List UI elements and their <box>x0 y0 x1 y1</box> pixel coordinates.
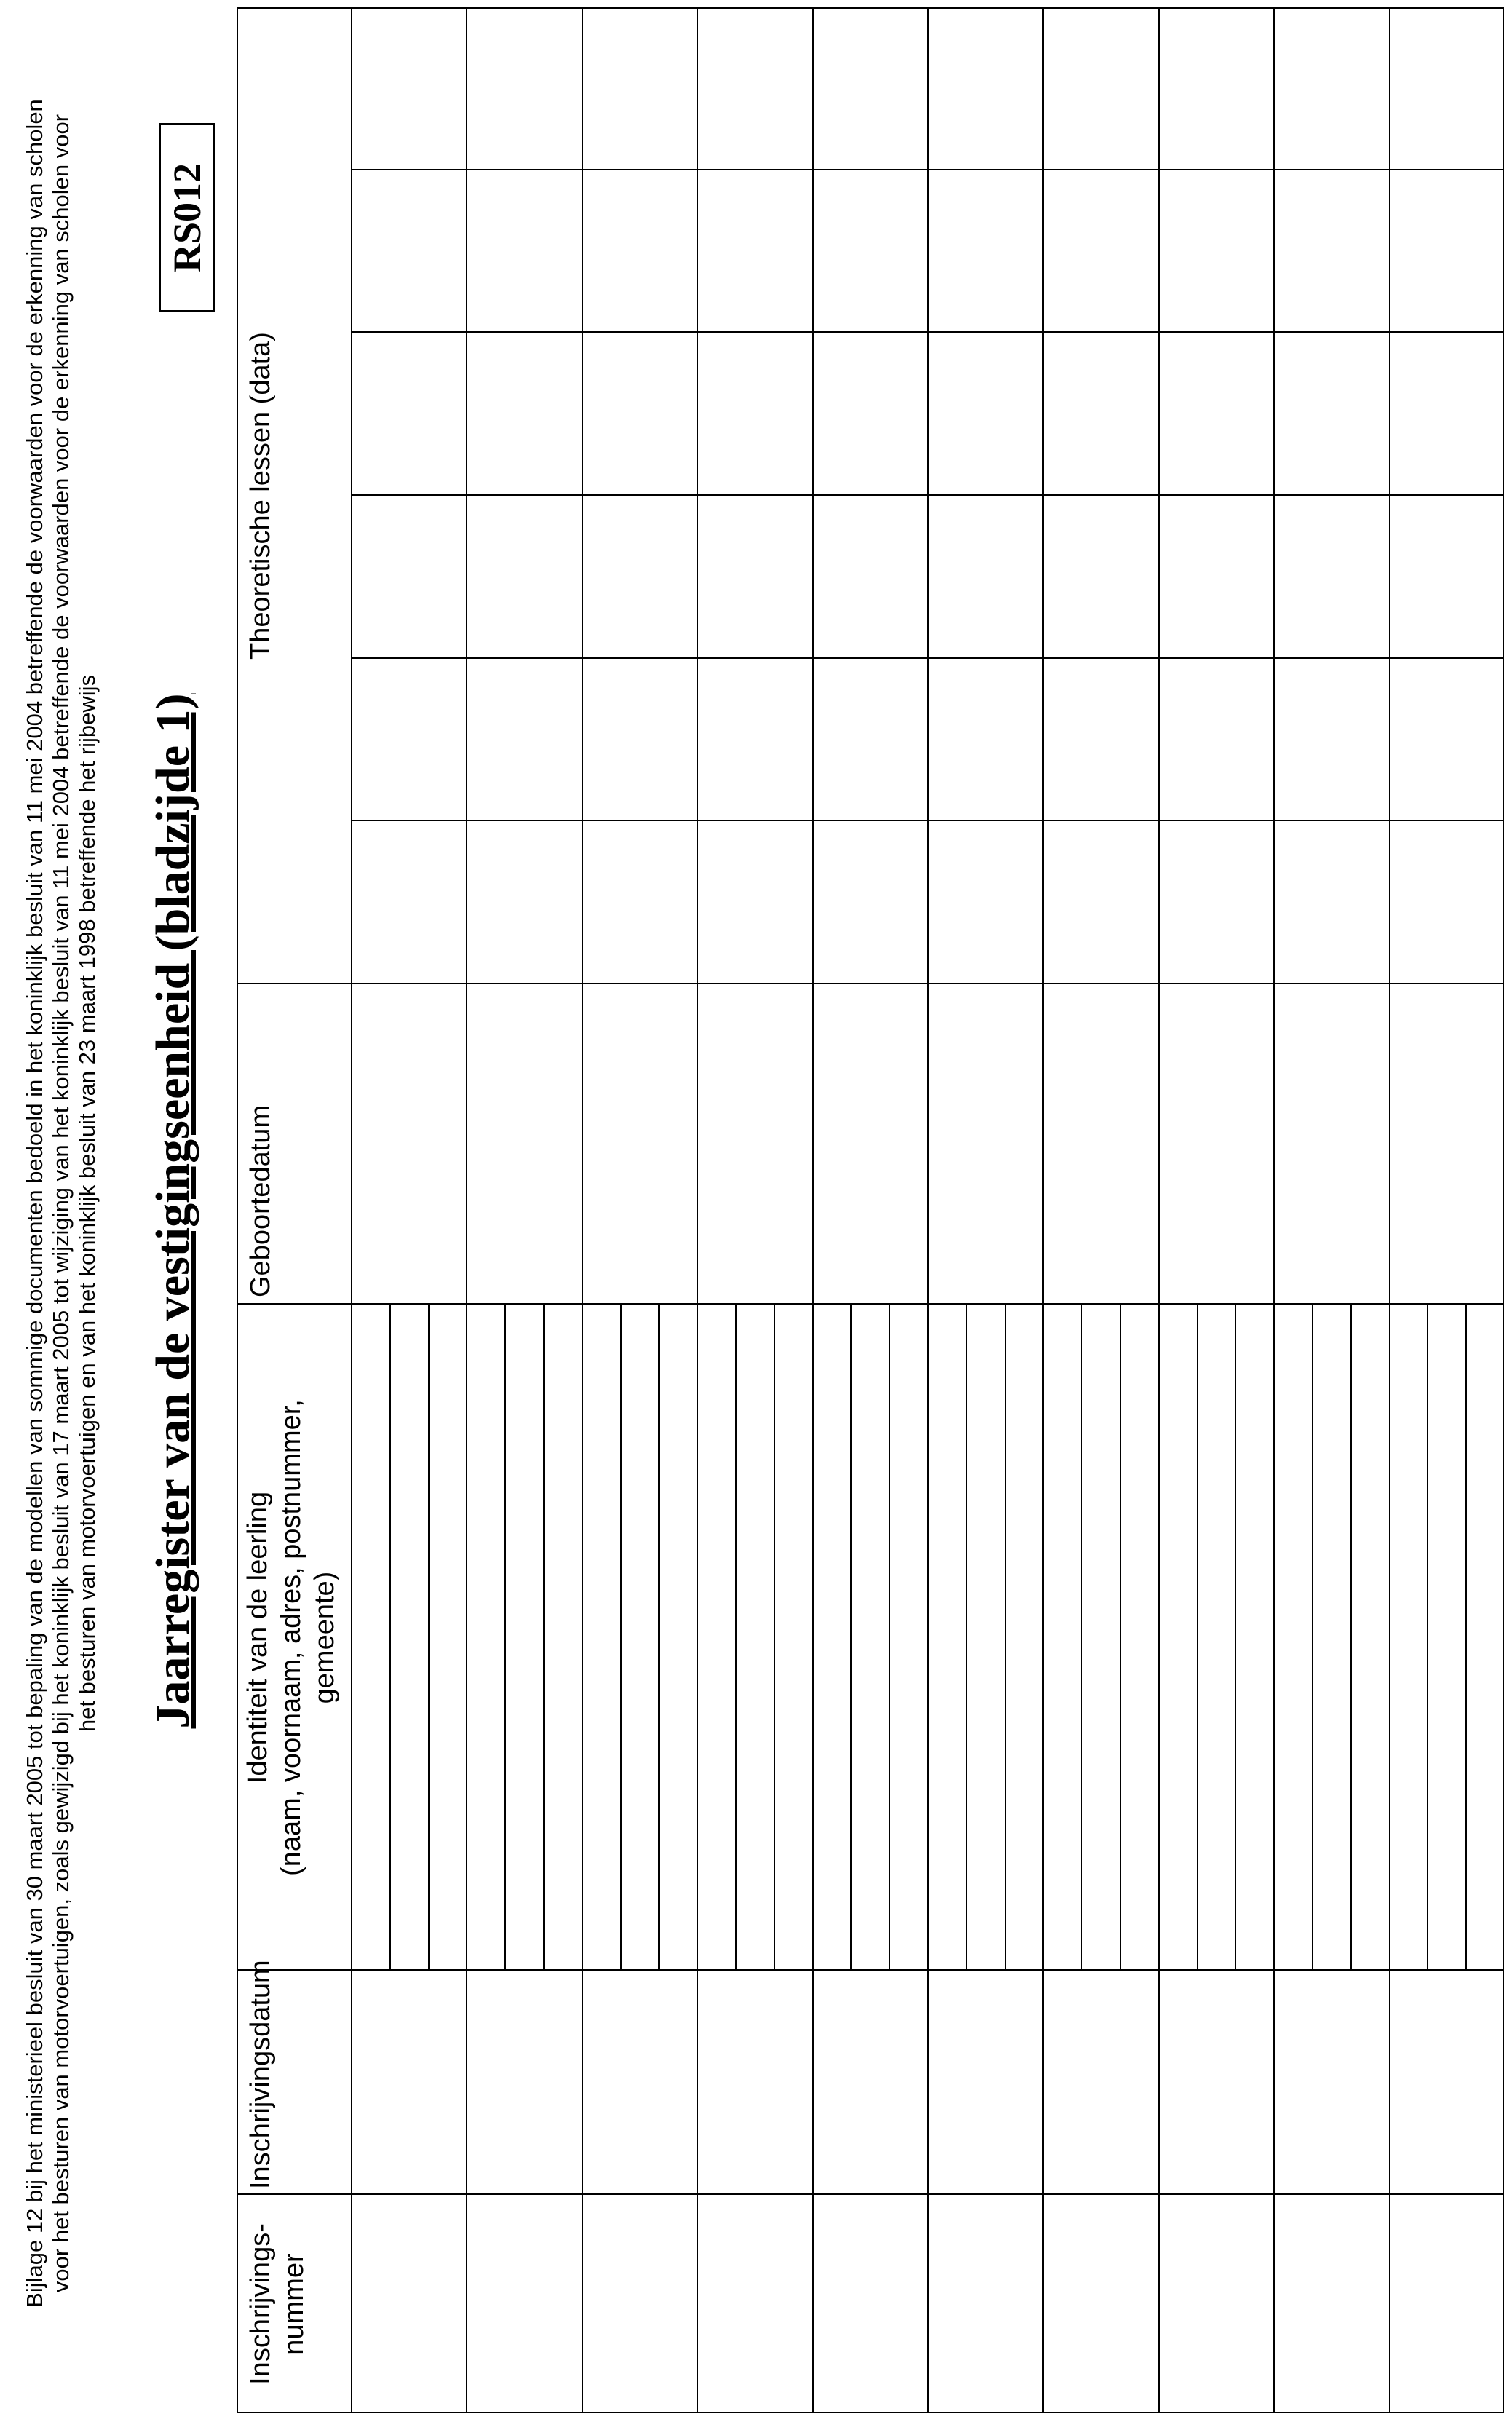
column-divider <box>237 983 1504 984</box>
identity-line <box>1465 1305 1467 1971</box>
header-label: Theoretische lessen (data) <box>245 332 276 660</box>
form-code-box: RS012 <box>159 123 215 312</box>
identity-line <box>889 1305 890 1971</box>
identity-line <box>620 1305 622 1971</box>
identity-line <box>1081 1305 1082 1971</box>
annex-line-3: het besturen van motorvoertuigen en van het koninklijk besluit van 23 maart 1998 betreffende het rijbewijs <box>74 674 100 1733</box>
table-row-divider <box>1158 7 1160 2413</box>
table-row-divider <box>1042 7 1044 2413</box>
header-label: Inschrijvingsdatum <box>245 1960 276 2189</box>
table-row-divider <box>927 7 929 2413</box>
identity-line <box>504 1305 506 1971</box>
column-divider <box>237 1303 1504 1305</box>
table-row-divider <box>582 7 583 2413</box>
identity-line <box>1350 1305 1352 1971</box>
table-row-divider <box>466 7 467 2413</box>
identity-line <box>658 1305 660 1971</box>
column-divider <box>237 1969 1504 1971</box>
annex-line-2: voor het besturen van motorvoertuigen, zoals gewijzigd bij het koninklijk besluit van 17 maart 2005 tot wijziging van het koninklijk besluit van 11 mei 2004 betreffende de voorwaarden voor de erkenning van scholen voor <box>48 114 74 2293</box>
header-theoretische-lessen <box>244 7 277 984</box>
header-inschrijvingsnummer <box>244 2195 311 2413</box>
identity-line <box>774 1305 775 1971</box>
identity-line <box>428 1305 430 1971</box>
table-row-divider <box>812 7 814 2413</box>
header-label: Identiteit van de leerling <box>242 1491 273 1784</box>
identity-line <box>1427 1305 1428 1971</box>
identity-line <box>543 1305 545 1971</box>
header-identiteit <box>241 1305 341 1971</box>
column-divider <box>237 2193 1504 2195</box>
identity-line <box>850 1305 852 1971</box>
identity-line <box>1235 1305 1236 1971</box>
table-row-divider <box>1273 7 1275 2413</box>
page-title: Jaarregister van de vestigingseenheid (bladzijde 1) <box>146 693 199 1729</box>
header-label: Inschrijvings- nummer <box>245 2223 309 2385</box>
header-label: gemeente) <box>309 1571 340 1704</box>
header-label: Geboortedatum <box>245 1104 276 1297</box>
identity-line <box>1312 1305 1313 1971</box>
identity-line <box>735 1305 737 1971</box>
header-label: (naam, voornaam, adres, postnummer, <box>276 1399 306 1876</box>
identity-line <box>1120 1305 1121 1971</box>
table-row-divider <box>1389 7 1390 2413</box>
header-inschrijvingsdatum <box>244 1960 277 2189</box>
identity-line <box>1197 1305 1198 1971</box>
annex-header-text <box>22 9 100 2397</box>
header-divider <box>351 7 352 2413</box>
annex-line-1: Bijlage 12 bij het ministerieel besluit van 30 maart 2005 tot bepaling van de modellen van sommige documenten bedoeld in het koninklijk besluit van 11 mei 2004 betreffende de voorwaarden voor de erkenning van scholen <box>22 99 47 2308</box>
identity-line <box>389 1305 391 1971</box>
identity-line <box>1005 1305 1006 1971</box>
identity-line <box>966 1305 967 1971</box>
table-row-divider <box>697 7 698 2413</box>
table-frame <box>237 7 1504 2413</box>
header-geboortedatum <box>244 992 277 1297</box>
